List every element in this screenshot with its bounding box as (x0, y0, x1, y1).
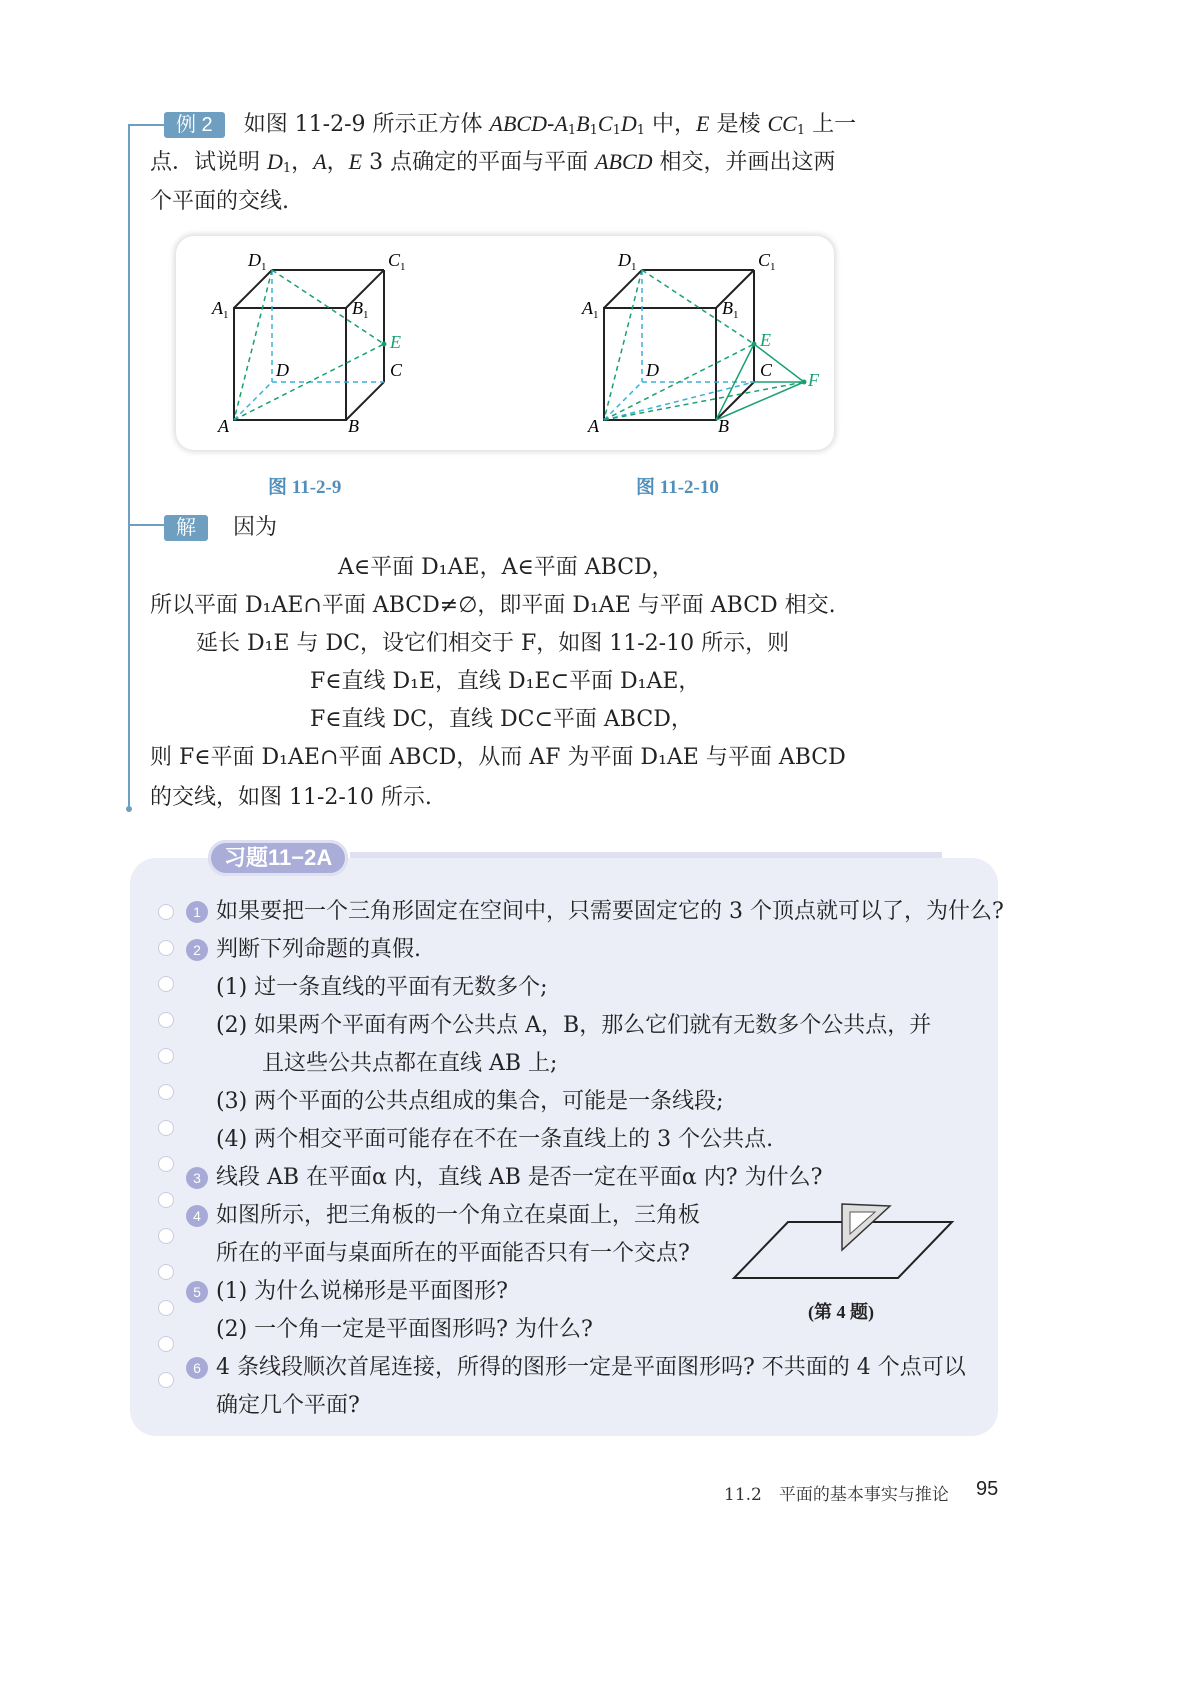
solution-line-1: A∈平面 D₁AE，A∈平面 ABCD， (338, 555, 674, 580)
question-2-2b: 且这些公共点都在直线 AB 上; (262, 1051, 558, 1076)
example-bracket (128, 124, 130, 810)
label-C1-fig2: $C_1$ (758, 250, 776, 273)
label-B-fig2: B (718, 416, 729, 436)
label-E: E (390, 332, 401, 352)
question-number-2: 2 (186, 939, 208, 961)
label-B1-fig2: $B_1$ (722, 298, 739, 321)
label-B1: $B_1$ (352, 298, 369, 321)
question-2-2a: (2) 如果两个平面有两个公共点 A，B，那么它们就有无数多个公共点，并 (216, 1013, 932, 1038)
binder-ring (158, 1048, 174, 1064)
question-number-1: 1 (186, 901, 208, 923)
label-D: D (276, 360, 289, 380)
figure-cubes (176, 236, 834, 450)
solution-line-5: F∈直线 DC，直线 DC⊂平面 ABCD， (310, 707, 693, 732)
binder-ring (158, 1084, 174, 1100)
label-A1-fig2: $A_1$ (582, 298, 599, 321)
binder-ring (158, 1012, 174, 1028)
label-D1-fig2: $D_1$ (618, 250, 637, 273)
solution-tag: 解 (164, 515, 208, 541)
binder-ring (158, 1156, 174, 1172)
label-F-fig2: F (808, 370, 819, 390)
binder-ring (158, 1120, 174, 1136)
example-line-2: 点．试说明 $D_1$，A，E 3 点确定的平面与平面 ABCD 相交，并画出这两 (150, 149, 836, 176)
bracket-tick-mid (128, 524, 164, 526)
solution-line-6: 则 F∈平面 D₁AE∩平面 ABCD，从而 AF 为平面 D₁AE 与平面 ABCD (150, 745, 846, 770)
binder-ring (158, 940, 174, 956)
question-5-2: (2) 一个角一定是平面图形吗? 为什么? (216, 1317, 593, 1342)
question-6: 6 4 条线段顺次首尾连接，所得的图形一定是平面图形吗? 不共面的 4 个点可以 (186, 1348, 966, 1388)
label-B: B (348, 416, 359, 436)
question-4-b: 所在的平面与桌面所在的平面能否只有一个交点? (216, 1241, 690, 1266)
label-E-fig2: E (760, 330, 771, 350)
binder-ring (158, 1336, 174, 1352)
question-4-figure (730, 1196, 960, 1286)
label-D-fig2: D (646, 360, 659, 380)
example-tag: 例 2 (164, 112, 225, 138)
label-A: A (218, 416, 229, 436)
label-A1: $A_1$ (212, 298, 229, 321)
question-6-b: 确定几个平面? (216, 1393, 360, 1418)
question-number-6: 6 (186, 1357, 208, 1379)
question-2: 2 判断下列命题的真假. (186, 930, 421, 970)
label-C: C (390, 360, 403, 380)
binder-ring (158, 1228, 174, 1244)
label-A-fig2: A (588, 416, 599, 436)
solution-line-7: 的交线，如图 11-2-10 所示. (150, 785, 432, 810)
question-3: 3 线段 AB 在平面α 内，直线 AB 是否一定在平面α 内? 为什么? (186, 1158, 822, 1198)
cube-figure-11-2-10 (604, 270, 807, 420)
binder-ring (158, 1300, 174, 1316)
question-4: 4 如图所示，把三角板的一个角立在桌面上，三角板 (186, 1196, 700, 1236)
bracket-tick-top (128, 124, 164, 126)
label-C1: $C_1$ (388, 250, 406, 273)
page-number: 95 (976, 1478, 999, 1500)
footer-section: 11.2 平面的基本事实与推论 (724, 1485, 949, 1505)
solution-line-3: 延长 D₁E 与 DC，设它们相交于 F，如图 11-2-10 所示，则 (196, 631, 790, 656)
exercise-title: 习题11−2A (208, 840, 348, 876)
bracket-end-dot (126, 806, 132, 812)
question-number-3: 3 (186, 1167, 208, 1189)
question-4-caption: (第 4 题) (808, 1302, 874, 1322)
cube-figure-11-2-9 (234, 270, 387, 420)
question-5: 5 (1) 为什么说梯形是平面图形? (186, 1272, 508, 1312)
solution-line-4: F∈直线 D₁E，直线 D₁E⊂平面 D₁AE， (310, 669, 701, 694)
question-1: 1 如果要把一个三角形固定在空间中，只需要固定它的 3 个顶点就可以了，为什么? (186, 892, 1004, 932)
binder-ring (158, 1264, 174, 1280)
question-2-3: (3) 两个平面的公共点组成的集合，可能是一条线段; (216, 1089, 724, 1114)
example-line-3: 个平面的交线. (150, 189, 289, 214)
question-number-4: 4 (186, 1205, 208, 1227)
question-number-5: 5 (186, 1281, 208, 1303)
question-2-1: (1) 过一条直线的平面有无数多个; (216, 975, 548, 1000)
solution-line-head: 解 因为 (164, 508, 277, 548)
binder-ring (158, 1372, 174, 1388)
example-line-1: 例 2 如图 11-2-9 所示正方体 ABCD-$A_1B_1C_1D_1$ 中，E 是棱 $CC_1$ 上一 (164, 104, 856, 151)
binder-ring (158, 904, 174, 920)
figure-caption-2: 图 11-2-10 (636, 477, 719, 498)
question-2-4: (4) 两个相交平面可能存在不在一条直线上的 3 个公共点. (216, 1127, 774, 1152)
binder-ring (158, 1192, 174, 1208)
solution-line-2: 所以平面 D₁AE∩平面 ABCD≠∅，即平面 D₁AE 与平面 ABCD 相交. (150, 593, 836, 618)
figure-caption-1: 图 11-2-9 (268, 477, 342, 498)
binder-ring (158, 976, 174, 992)
label-C-fig2: C (760, 360, 773, 380)
label-D1: $D_1$ (248, 250, 267, 273)
